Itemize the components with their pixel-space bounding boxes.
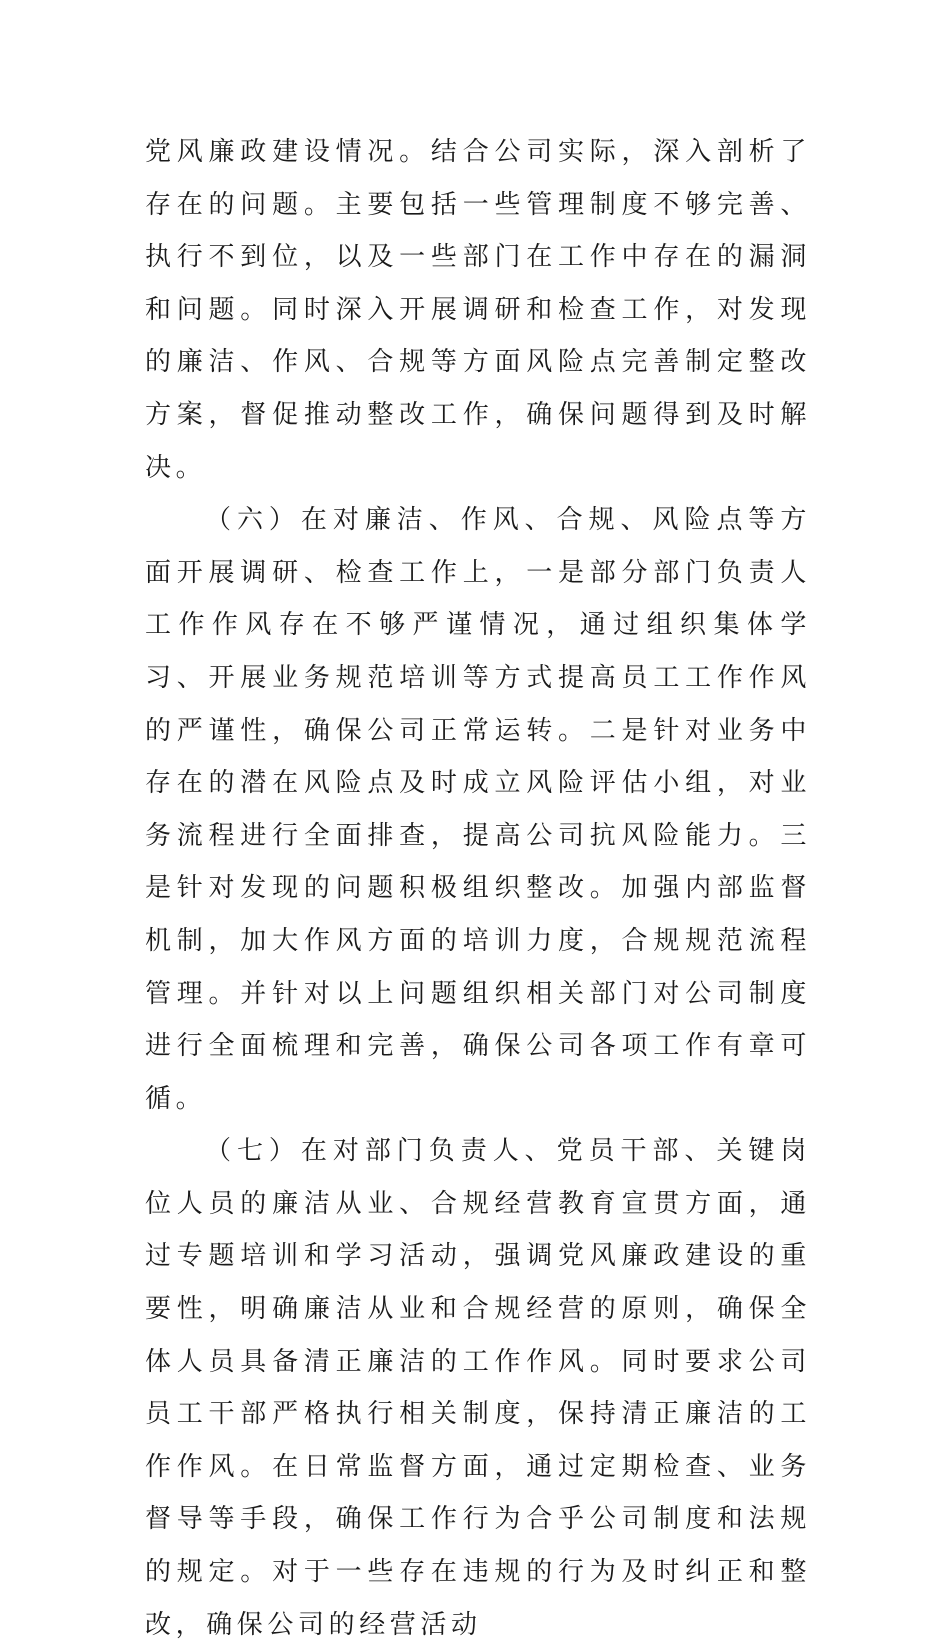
document-body [145, 126, 811, 1651]
paragraph-section-7: （七）在对部门负责人、党员干部、关键岗位人员的廉洁从业、合规经营教育宣贯方面，通过专题培训和学习活动，强调党风廉政建设的重要性，明确廉洁从业和合规经营的原则，确保全体人员具备清正廉洁的工作作风。同时要求公司员工干部严格执行相关制度，保持清正廉洁的工作作风。在日常监督方面，通过定期检查、业务督导等手段，确保工作行为合乎公司制度和法规的规定。对于一些存在违规的行为及时纠正和整改，确保公司的经营活动 [145, 1136, 811, 1640]
paragraph-section-6: （六）在对廉洁、作风、合规、风险点等方面开展调研、检查工作上，一是部分部门负责人工作作风存在不够严谨情况，通过组织集体学习、开展业务规范培训等方式提高员工工作作风的严谨性，确保公司正常运转。二是针对业务中存在的潜在风险点及时成立风险评估小组，对业务流程进行全面排查，提高公司抗风险能力。三是针对发现的问题积极组织整改。加强内部监督机制，加大作风方面的培训力度，合规规范流程管理。并针对以上问题组织相关部门对公司制度进行全面梳理和完善，确保公司各项工作有章可循。 [145, 505, 811, 1114]
paragraph-continuation: 党风廉政建设情况。结合公司实际，深入剖析了存在的问题。主要包括一些管理制度不够完善、执行不到位，以及一些部门在工作中存在的漏洞和问题。同时深入开展调研和检查工作，对发现的廉洁、作风、合规等方面风险点完善制定整改方案，督促推动整改工作，确保问题得到及时解决。 [145, 137, 811, 483]
